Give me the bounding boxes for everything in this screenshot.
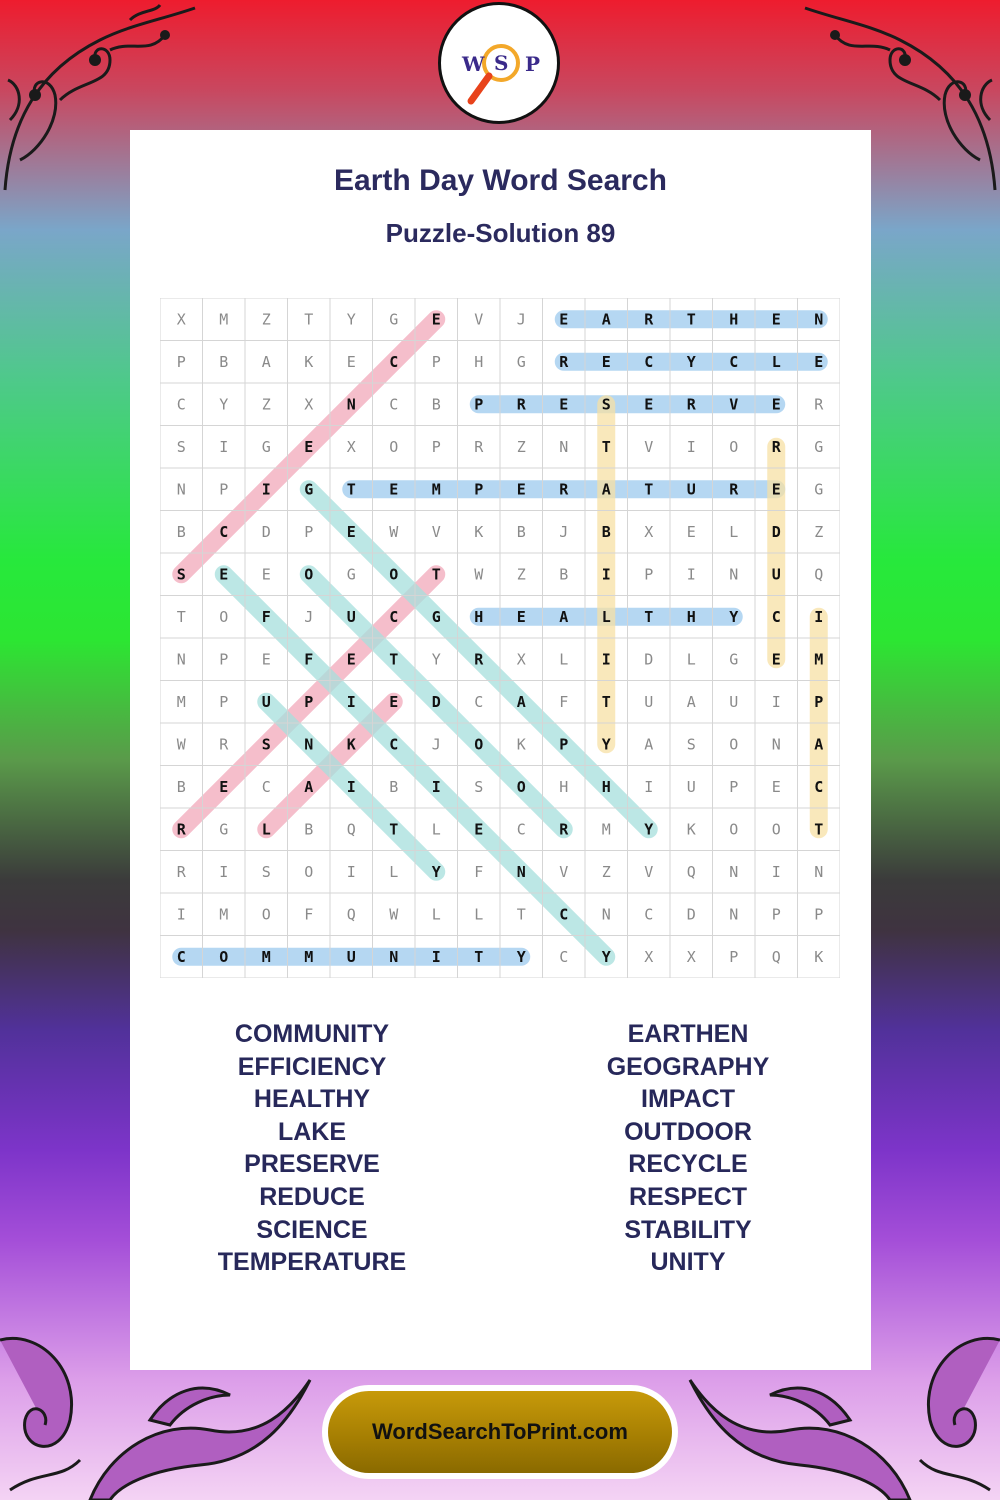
grid-cell[interactable]: P [431,437,441,456]
grid-cell[interactable]: E [814,352,824,371]
grid-cell[interactable]: P [304,522,314,541]
grid-cell[interactable]: T [176,607,186,626]
grid-cell[interactable]: P [219,480,229,499]
grid-cell[interactable]: G [346,565,356,584]
grid-cell[interactable]: S [261,735,271,754]
grid-cell[interactable]: U [686,777,696,796]
grid-cell[interactable]: I [686,565,696,584]
grid-cell[interactable]: L [559,650,569,669]
grid-cell[interactable]: W [389,905,399,924]
grid-cell[interactable]: B [559,565,569,584]
grid-cell[interactable]: F [304,905,314,924]
grid-cell[interactable]: O [474,735,484,754]
grid-cell[interactable]: L [729,522,739,541]
puzzle-panel [130,130,871,1370]
grid-cell[interactable]: A [304,777,314,796]
grid-cell[interactable]: T [516,905,526,924]
footer-link-text: WordSearchToPrint.com [372,1419,628,1444]
grid-cell[interactable]: G [516,352,526,371]
grid-cell[interactable]: M [431,480,441,499]
grid-cell[interactable]: J [304,607,314,626]
grid-cell[interactable]: B [176,522,186,541]
grid-cell[interactable]: Z [261,310,271,329]
grid-cell[interactable]: Z [814,522,824,541]
grid-cell[interactable]: N [771,735,781,754]
grid-cell[interactable]: C [219,522,229,541]
grid-cell[interactable]: R [219,735,229,754]
grid-cell[interactable]: G [814,480,824,499]
grid-cell[interactable]: E [219,565,229,584]
grid-cell[interactable]: Y [729,607,739,626]
grid-cell[interactable]: R [474,437,484,456]
word-list-item: EARTHEN [627,1020,749,1048]
grid-cell[interactable]: I [219,862,229,881]
grid-cell[interactable]: D [644,650,654,669]
grid-cell[interactable]: S [176,437,186,456]
grid-cell[interactable]: S [686,735,696,754]
grid-cell[interactable]: H [559,777,569,796]
grid-cell[interactable]: M [261,947,271,966]
footer-button-inner [328,1391,672,1473]
grid-cell[interactable]: P [219,692,229,711]
grid-cell[interactable]: E [261,565,271,584]
grid-cell[interactable]: O [304,862,314,881]
grid-cell[interactable]: C [729,352,739,371]
logo-letter-s: S [494,51,509,75]
grid-cell[interactable]: R [814,395,824,414]
grid-cell[interactable]: N [601,905,611,924]
grid-cell[interactable]: O [729,735,739,754]
word-grid [160,298,840,978]
grid-cell[interactable]: P [644,565,654,584]
grid-cell[interactable]: Z [261,395,271,414]
grid-cell[interactable]: F [474,862,484,881]
grid-cell[interactable]: E [644,395,654,414]
grid-cell[interactable]: L [601,607,611,626]
word-list-item: SCIENCE [256,1215,368,1244]
grid-cell[interactable]: E [389,692,399,711]
grid-cell[interactable]: F [304,650,314,669]
grid-cell[interactable]: I [219,437,229,456]
grid-cell[interactable]: O [219,607,229,626]
grid-cell[interactable]: A [559,607,569,626]
grid-cell[interactable]: W [389,522,399,541]
grid-cell[interactable]: C [176,395,186,414]
grid-cell[interactable]: B [304,820,314,839]
logo-letter-w: W [462,52,485,76]
grid-cell[interactable]: E [771,480,781,499]
grid-cell[interactable]: E [771,777,781,796]
grid-cell[interactable]: O [304,565,314,584]
grid-cell[interactable]: G [431,607,441,626]
grid-cell[interactable]: O [261,905,271,924]
grid-cell[interactable]: P [771,905,781,924]
grid-cell[interactable]: A [814,735,824,754]
grid-cell[interactable]: C [516,820,526,839]
grid-cell[interactable]: A [686,692,696,711]
grid-cell[interactable]: P [304,692,314,711]
grid-cell[interactable]: E [771,395,781,414]
grid-cell[interactable]: Q [346,905,356,924]
grid-cell[interactable]: Y [431,650,441,669]
grid-cell[interactable]: U [261,692,271,711]
grid-cell[interactable]: J [559,522,569,541]
grid-cell[interactable]: L [686,650,696,669]
grid-cell[interactable]: D [261,522,271,541]
grid-cell[interactable]: I [644,777,654,796]
grid-cell[interactable]: Q [814,565,824,584]
word-list-item: OUTDOOR [624,1117,752,1146]
grid-cell[interactable]: I [814,607,824,626]
grid-cell[interactable]: U [729,692,739,711]
grid-cell[interactable]: N [729,862,739,881]
grid-cell[interactable]: D [771,522,781,541]
grid-cell[interactable]: D [431,692,441,711]
grid-cell[interactable]: P [814,905,824,924]
grid-cell[interactable]: V [644,437,654,456]
grid-cell[interactable]: P [474,395,484,414]
grid-cell[interactable]: G [261,437,271,456]
grid-cell[interactable]: X [644,522,654,541]
grid-cell[interactable]: Y [431,862,441,881]
grid-cell[interactable]: E [601,352,611,371]
grid-cell[interactable]: C [389,735,399,754]
grid-cell[interactable]: R [686,395,696,414]
grid-cell[interactable]: H [686,607,696,626]
grid-cell[interactable]: H [474,352,484,371]
grid-cell[interactable]: V [559,862,569,881]
grid-cell[interactable]: T [686,310,696,329]
grid-cell[interactable]: M [601,820,611,839]
grid-cell[interactable]: F [559,692,569,711]
grid-cell[interactable]: K [474,522,484,541]
grid-cell[interactable]: R [644,310,654,329]
grid-cell[interactable]: Y [644,820,654,839]
grid-cell[interactable]: T [644,480,654,499]
grid-cell[interactable]: I [686,437,696,456]
grid-cell[interactable]: T [431,565,441,584]
grid-cell[interactable]: I [346,777,356,796]
grid-cell[interactable]: Y [346,310,356,329]
grid-cell[interactable]: I [771,692,781,711]
grid-cell[interactable]: E [516,607,526,626]
word-list-item: HEALTHY [253,1085,371,1114]
grid-cell[interactable]: L [474,905,484,924]
grid-cell[interactable]: S [474,777,484,796]
grid-cell[interactable]: P [176,352,186,371]
grid-cell[interactable]: N [304,735,314,754]
grid-cell[interactable]: T [601,437,611,456]
grid-cell[interactable]: C [389,607,399,626]
grid-cell[interactable]: L [261,820,271,839]
grid-cell[interactable]: O [729,437,739,456]
grid-cell[interactable]: P [729,947,739,966]
grid-cell[interactable]: N [814,310,824,329]
word-list-item: LAKE [277,1117,347,1146]
word-list-item: EFFICIENCY [237,1052,387,1081]
grid-cell[interactable]: E [346,352,356,371]
grid-cell[interactable]: V [644,862,654,881]
grid-cell[interactable]: Y [601,947,611,966]
word-list-item: GEOGRAPHY [606,1052,770,1081]
word-list-item: TEMPERATURE [217,1248,407,1277]
grid-cell[interactable]: S [261,862,271,881]
grid-cell[interactable]: X [346,437,356,456]
grid-cell[interactable]: E [771,310,781,329]
word-list-item: IMPACT [641,1085,735,1114]
grid-cell[interactable]: A [644,735,654,754]
word-grid-svg [160,298,840,978]
grid-cell[interactable]: R [771,437,781,456]
grid-cell[interactable]: P [729,777,739,796]
grid-cell[interactable]: R [516,395,526,414]
grid-cell[interactable]: O [771,820,781,839]
grid-cell[interactable]: Z [601,862,611,881]
grid-cell[interactable]: M [219,905,229,924]
grid-cell[interactable]: B [176,777,186,796]
grid-cell[interactable]: J [431,735,441,754]
grid-cell[interactable]: H [729,310,739,329]
grid-cell[interactable]: U [346,607,356,626]
grid-cell[interactable]: M [176,692,186,711]
grid-cell[interactable]: C [559,905,569,924]
grid-cell[interactable]: I [601,650,611,669]
grid-cell[interactable]: I [431,777,441,796]
grid-cell[interactable]: E [346,522,356,541]
grid-cell[interactable]: H [601,777,611,796]
grid-cell[interactable]: I [261,480,271,499]
grid-cell[interactable]: A [601,310,611,329]
word-list-left [162,1018,462,1279]
grid-cell[interactable]: G [729,650,739,669]
site-logo[interactable] [438,2,560,124]
footer-link-button[interactable] [322,1385,678,1479]
grid-cell[interactable]: A [261,352,271,371]
grid-cell[interactable]: G [219,820,229,839]
grid-cell[interactable]: Q [771,947,781,966]
grid-cell[interactable]: R [729,480,739,499]
grid-cell[interactable]: B [389,777,399,796]
grid-cell[interactable]: T [389,650,399,669]
grid-cell[interactable]: U [686,480,696,499]
logo-letter-p: P [525,52,541,76]
grid-cell[interactable]: X [516,650,526,669]
grid-cell[interactable]: I [346,692,356,711]
grid-cell[interactable]: T [814,820,824,839]
grid-cell[interactable]: N [389,947,399,966]
grid-cell[interactable]: V [431,522,441,541]
grid-cell[interactable]: O [729,820,739,839]
grid-cell[interactable]: X [644,947,654,966]
grid-cell[interactable]: B [431,395,441,414]
grid-cell[interactable]: Y [516,947,526,966]
grid-cell[interactable]: N [729,905,739,924]
grid-cell[interactable]: B [516,522,526,541]
grid-cell[interactable]: G [304,480,314,499]
word-list-item: STABILITY [624,1215,752,1244]
grid-cell[interactable]: E [346,650,356,669]
grid-cell[interactable]: R [559,480,569,499]
grid-cell[interactable]: O [389,437,399,456]
grid-cell[interactable]: E [559,395,569,414]
grid-cell[interactable]: B [601,522,611,541]
word-list-item: UNITY [650,1248,726,1277]
grid-cell[interactable]: E [219,777,229,796]
grid-cell[interactable]: W [176,735,186,754]
grid-cell[interactable]: P [474,480,484,499]
grid-cell[interactable]: B [219,352,229,371]
word-list-item: RECYCLE [628,1150,748,1179]
grid-cell[interactable]: O [389,565,399,584]
grid-cell[interactable]: R [559,352,569,371]
grid-cell[interactable]: Y [219,395,229,414]
grid-cell[interactable]: E [389,480,399,499]
grid-cell[interactable]: A [516,692,526,711]
grid-cell[interactable]: R [176,862,186,881]
grid-cell[interactable]: P [219,650,229,669]
word-list-item: PRESERVE [244,1150,380,1179]
grid-cell[interactable]: P [431,352,441,371]
grid-cell[interactable]: N [176,650,186,669]
grid-cell[interactable]: C [644,352,654,371]
grid-cell[interactable]: C [771,607,781,626]
grid-cell[interactable]: V [729,395,739,414]
grid-cell[interactable]: W [474,565,484,584]
grid-cell[interactable]: I [346,862,356,881]
grid-cell[interactable]: Q [346,820,356,839]
grid-cell[interactable]: C [389,352,399,371]
grid-cell[interactable]: N [729,565,739,584]
grid-cell[interactable]: Z [516,565,526,584]
grid-cell[interactable]: J [516,310,526,329]
grid-cell[interactable]: I [601,565,611,584]
grid-cell[interactable]: S [601,395,611,414]
grid-cell[interactable]: T [601,692,611,711]
word-list-item: REDUCE [259,1182,365,1211]
grid-cell[interactable]: T [389,820,399,839]
grid-cell[interactable]: P [814,692,824,711]
grid-cell[interactable]: R [176,820,186,839]
grid-cell[interactable]: V [474,310,484,329]
grid-cell[interactable]: E [516,480,526,499]
grid-cell[interactable]: N [814,862,824,881]
grid-cell[interactable]: E [261,650,271,669]
grid-cell[interactable]: Y [686,352,696,371]
page-subtitle: Puzzle-Solution 89 [385,218,616,248]
magnifier-icon [441,5,557,121]
grid-cell[interactable]: E [686,522,696,541]
grid-cell[interactable]: R [474,650,484,669]
grid-cell[interactable]: A [601,480,611,499]
grid-cell[interactable]: C [559,947,569,966]
grid-cell[interactable]: F [261,607,271,626]
word-list-right [538,1018,838,1279]
grid-cell[interactable]: X [686,947,696,966]
grid-cell[interactable]: E [559,310,569,329]
grid-cell[interactable]: N [346,395,356,414]
grid-cell[interactable]: C [814,777,824,796]
word-list-item: COMMUNITY [234,1020,390,1048]
grid-cell[interactable]: C [474,692,484,711]
grid-cell[interactable]: O [516,777,526,796]
grid-cell[interactable]: C [644,905,654,924]
grid-cell[interactable]: O [219,947,229,966]
grid-cell[interactable]: M [304,947,314,966]
grid-cell[interactable]: U [346,947,356,966]
grid-cell[interactable]: D [686,905,696,924]
grid-cell[interactable]: K [516,735,526,754]
grid-cell[interactable]: N [559,437,569,456]
grid-cell[interactable]: L [771,352,781,371]
grid-cell[interactable]: K [814,947,824,966]
grid-cell[interactable]: E [304,437,314,456]
grid-cell[interactable]: G [389,310,399,329]
grid-cell[interactable]: K [346,735,356,754]
grid-cell[interactable]: L [389,862,399,881]
page-title: Earth Day Word Search [334,164,667,197]
grid-cell[interactable]: I [431,947,441,966]
grid-cell[interactable]: Q [686,862,696,881]
grid-cell[interactable]: I [176,905,186,924]
grid-cell[interactable]: M [219,310,229,329]
grid-cell[interactable]: Y [601,735,611,754]
grid-cell[interactable]: Z [516,437,526,456]
grid-cell[interactable]: T [644,607,654,626]
grid-cell[interactable]: C [261,777,271,796]
grid-cell[interactable]: L [431,905,441,924]
grid-cell[interactable]: X [304,395,314,414]
grid-cell[interactable]: U [771,565,781,584]
grid-cell[interactable]: N [176,480,186,499]
word-list-item: RESPECT [628,1182,748,1211]
grid-cell[interactable]: C [176,947,186,966]
grid-cell[interactable]: X [176,310,186,329]
grid-cell[interactable]: E [431,310,441,329]
grid-cell[interactable]: L [431,820,441,839]
grid-cell[interactable]: K [304,352,314,371]
grid-cell[interactable]: P [559,735,569,754]
grid-cell[interactable]: T [304,310,314,329]
grid-cell[interactable]: M [814,650,824,669]
grid-cell[interactable]: E [771,650,781,669]
grid-cell[interactable]: N [516,862,526,881]
grid-cell[interactable]: E [474,820,484,839]
grid-cell[interactable]: C [389,395,399,414]
grid-cell[interactable]: I [771,862,781,881]
grid-cell[interactable]: S [176,565,186,584]
grid-cell[interactable]: T [474,947,484,966]
grid-cell[interactable]: U [644,692,654,711]
grid-cell[interactable]: T [346,480,356,499]
grid-cell[interactable]: H [474,607,484,626]
grid-cell[interactable]: R [559,820,569,839]
grid-cell[interactable]: G [814,437,824,456]
grid-cell[interactable]: K [686,820,696,839]
